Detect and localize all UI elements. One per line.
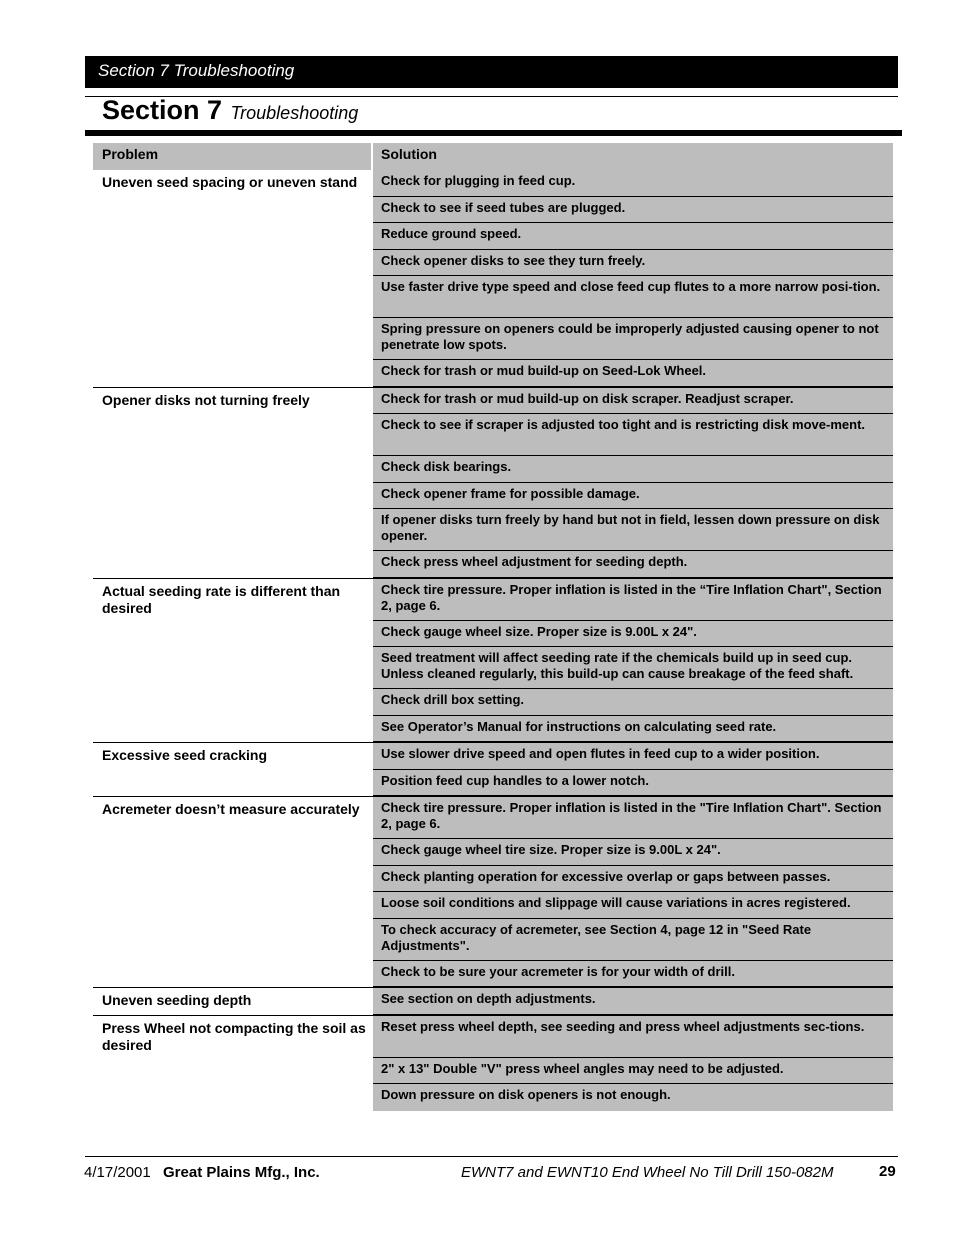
section-subtitle: Troubleshooting [230, 103, 359, 123]
solution-cell: Check gauge wheel tire size. Proper size is 9.00L x 24". [373, 839, 893, 866]
solution-cell: See Operator’s Manual for instructions on calculating seed rate. [373, 716, 893, 743]
footer-date: 4/17/2001 [84, 1164, 151, 1181]
solution-list [373, 170, 893, 387]
solution-cell: Check for plugging in feed cup. [373, 170, 893, 197]
solution-cell: To check accuracy of acremeter, see Section 4, page 12 in "Seed Rate Adjustments". [373, 919, 893, 961]
solution-cell: Check for trash or mud build-up on disk scraper. Readjust scraper. [373, 388, 893, 415]
problem-cell: Opener disks not turning freely [102, 391, 310, 408]
solution-cell: Check planting operation for excessive overlap or gaps between passes. [373, 866, 893, 893]
solution-cell: Down pressure on disk openers is not enough. [373, 1084, 893, 1111]
solution-cell: Seed treatment will affect seeding rate if the chemicals build up in seed cup. Unless cleaned regularly, this build-up can cause breakage of the feed shaft. [373, 647, 893, 689]
section-label: Section 7 [102, 95, 223, 125]
running-header-bar [85, 56, 898, 88]
solution-cell: Check press wheel adjustment for seeding depth. [373, 551, 893, 578]
problem-cell: Uneven seed spacing or uneven stand [102, 174, 358, 190]
solution-cell: 2" x 13" Double "V" press wheel angles may need to be adjusted. [373, 1058, 893, 1085]
solution-cell: Reset press wheel depth, see seeding and press wheel adjustments sec-tions. [373, 1016, 893, 1058]
solution-cell: Check tire pressure. Proper inflation is listed in the “Tire Inflation Chart", Section 2, page 6. [373, 579, 893, 621]
problem-group [93, 578, 893, 743]
section-heading [102, 95, 358, 126]
solution-list [373, 988, 893, 1015]
problem-group [93, 387, 893, 578]
solution-list [373, 388, 893, 578]
solution-cell: Loose soil conditions and slippage will cause variations in acres registered. [373, 892, 893, 919]
solution-cell: Reduce ground speed. [373, 223, 893, 250]
solution-cell: Check to be sure your acremeter is for your width of drill. [373, 961, 893, 988]
table-header-row [93, 143, 893, 170]
page-number: 29 [879, 1163, 896, 1180]
table-body [93, 170, 893, 1111]
problem-cell: Press Wheel not compacting the soil as desired [102, 1019, 366, 1053]
problem-cell: Excessive seed cracking [102, 747, 268, 763]
solution-cell: Check to see if scraper is adjusted too tight and is restricting disk move-ment. [373, 414, 893, 456]
problem-cell: Acremeter doesn’t measure accurately [102, 801, 360, 817]
footer-rule [85, 1156, 898, 1157]
solution-cell: Use slower drive speed and open flutes in feed cup to a wider position. [373, 743, 893, 770]
problem-cell: Actual seeding rate is different than desired [102, 582, 341, 616]
solution-cell: Check drill box setting. [373, 689, 893, 716]
solution-cell: Check opener frame for possible damage. [373, 483, 893, 510]
solution-cell: Check disk bearings. [373, 456, 893, 483]
problem-group [93, 987, 893, 1015]
footer-document-title: EWNT7 and EWNT10 End Wheel No Till Drill 150-082M [461, 1164, 834, 1181]
solution-cell: Spring pressure on openers could be improperly adjusted causing opener to not penetrate low spots. [373, 318, 893, 360]
column-header-problem: Problem [93, 143, 371, 170]
solution-cell: Check gauge wheel size. Proper size is 9.00L x 24". [373, 621, 893, 648]
running-title: Section 7 Troubleshooting [98, 61, 295, 80]
solution-list [373, 797, 893, 987]
solution-list [373, 743, 893, 796]
solution-list [373, 579, 893, 743]
footer-company: Great Plains Mfg., Inc. [163, 1164, 320, 1181]
solution-cell: Check for trash or mud build-up on Seed-Lok Wheel. [373, 360, 893, 387]
solution-cell: Check opener disks to see they turn freely. [373, 250, 893, 277]
solution-cell: Position feed cup handles to a lower notch. [373, 770, 893, 797]
solution-cell: Check tire pressure. Proper inflation is listed in the "Tire Inflation Chart". Section 2, page 6. [373, 797, 893, 839]
solution-cell: Check to see if seed tubes are plugged. [373, 197, 893, 224]
troubleshooting-table [93, 143, 893, 1111]
solution-list [373, 1016, 893, 1111]
problem-group [93, 796, 893, 987]
problem-group [93, 742, 893, 796]
solution-cell: See section on depth adjustments. [373, 988, 893, 1015]
column-header-solution: Solution [373, 143, 893, 170]
problem-group [93, 1015, 893, 1111]
solution-cell: If opener disks turn freely by hand but not in field, lessen down pressure on disk opener. [373, 509, 893, 551]
heading-rule [85, 130, 902, 136]
problem-group [93, 170, 893, 387]
problem-cell: Uneven seeding depth [102, 992, 252, 1008]
solution-cell: Use faster drive type speed and close feed cup flutes to a more narrow posi-tion. [373, 276, 893, 318]
